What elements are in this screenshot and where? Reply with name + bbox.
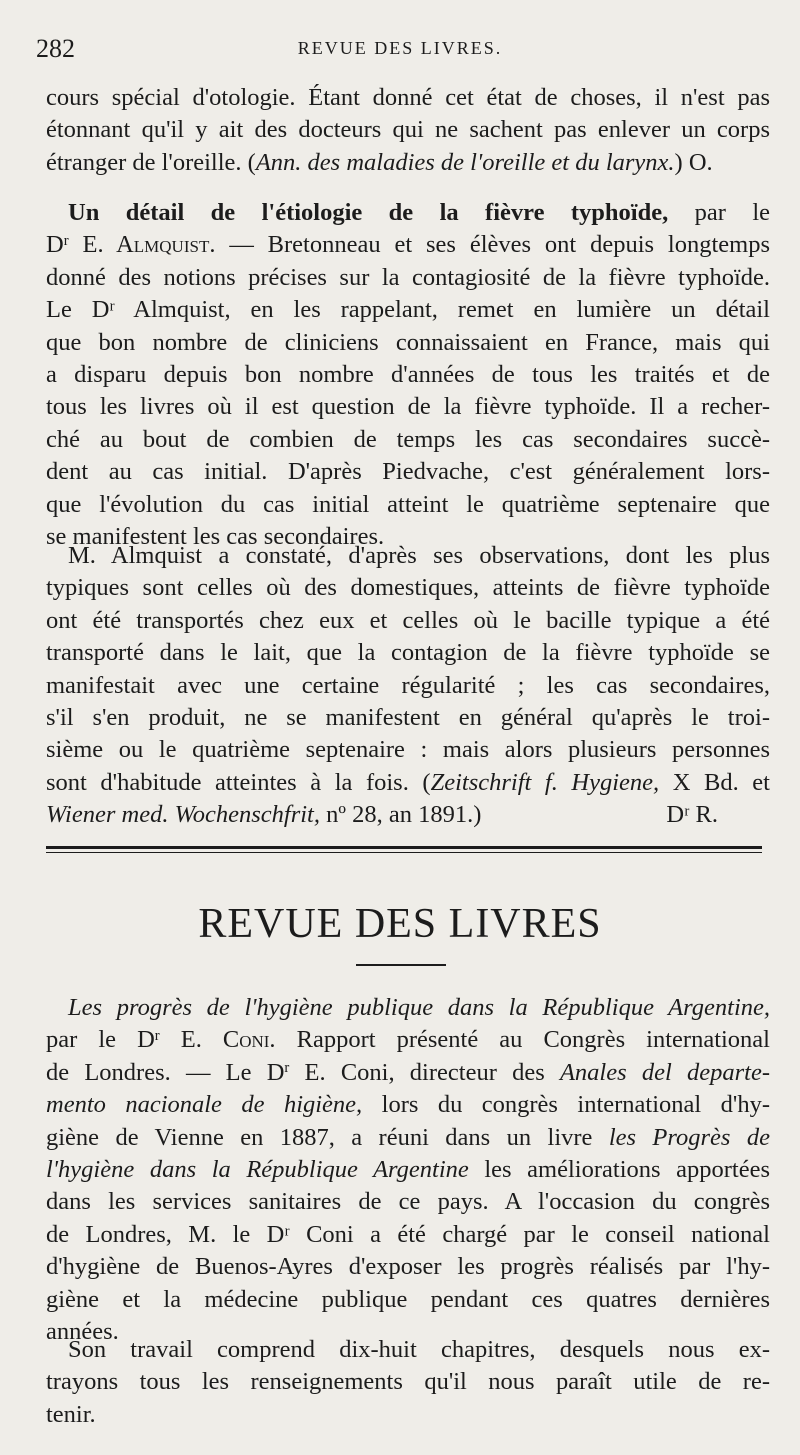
text-line: Wiener med. Wochenschfrit, nº 28, an 1891.) Dʳ R. bbox=[46, 799, 770, 831]
book-title-line bbox=[46, 992, 770, 1024]
text-line: dans les services sanitaires de ce pays. A l'occasion du congrès bbox=[46, 1188, 770, 1216]
text-line: l'hygiène dans la République Argentine les améliorations apportées bbox=[46, 1155, 770, 1183]
author-name: E. Coni. bbox=[159, 1026, 276, 1054]
text-line: M. Almquist a constaté, d'après ses observations, dont les plus bbox=[68, 542, 770, 569]
section-title: REVUE DES LIVRES bbox=[198, 901, 602, 947]
text-line: par le $D^r$ E. Coni. Rapport présenté au Congrès international bbox=[46, 1026, 770, 1054]
book-title: Les progrès de l'hygiène publique dans la République Argentine, bbox=[68, 994, 770, 1021]
section-divider bbox=[46, 846, 762, 849]
paragraph-summary bbox=[46, 1334, 770, 1431]
section-divider-thin bbox=[46, 852, 762, 853]
article-typhoid bbox=[46, 197, 770, 553]
paragraph-continuation bbox=[46, 82, 770, 179]
page-number: 282 bbox=[36, 34, 75, 63]
text-line: giène de Vienne en 1887, a réuni dans un livre les Progrès de bbox=[46, 1123, 770, 1151]
title-underline bbox=[356, 964, 446, 966]
text-line: sont d'habitude atteintes à la fois. (Zeitschrift f. Hygiene, X Bd. et bbox=[46, 768, 770, 796]
text-line: années. bbox=[46, 1317, 119, 1345]
text-line: s'il s'en produit, ne se manifestent en général qu'après le troi- bbox=[46, 703, 770, 731]
text-line: transporté dans le lait, que la contagion de la fièvre typhoïde se bbox=[46, 639, 770, 667]
text-line: donné des notions précises sur la contagiosité de la fièvre typhoïde. bbox=[46, 263, 770, 291]
text-line: tous les livres où il est question de la fièvre typhoïde. Il a recher- bbox=[46, 393, 770, 421]
text-line: sième ou le quatrième septenaire : mais alors plusieurs personnes bbox=[46, 736, 770, 764]
text-line: se manifestent les cas secondaires. bbox=[46, 522, 385, 550]
text-line: giène et la médecine publique pendant ces quatres dernières bbox=[46, 1285, 770, 1313]
author-name: E. Almquist. bbox=[68, 231, 216, 259]
text-line: Le Dʳ Almquist, en les rappelant, remet en lumière un détail bbox=[46, 296, 770, 324]
book-review-entry bbox=[46, 992, 770, 1348]
page-header bbox=[0, 34, 800, 68]
text-line: trayons tous les renseignements qu'il nous paraît utile de re- bbox=[46, 1368, 770, 1396]
paragraph-almquist bbox=[46, 540, 770, 832]
text-line: de Londres, M. le Dʳ Coni a été chargé par le conseil national bbox=[46, 1220, 770, 1248]
text-line: ont été transportés chez eux et celles où le bacille typique a été bbox=[46, 606, 770, 634]
text-line: étranger de l'oreille. (Ann. des maladies de l'oreille et du larynx.) O. bbox=[46, 148, 713, 176]
text-line: que bon nombre de cliniciens connaissaient en France, mais qui bbox=[46, 328, 770, 356]
signature: Dʳ R. bbox=[666, 801, 718, 829]
running-head: REVUE DES LIVRES. bbox=[297, 38, 503, 58]
text-line: Son travail comprend dix-huit chapitres, desquels nous ex- bbox=[68, 1336, 770, 1363]
text-line: étonnant qu'il y ait des docteurs qui ne sachent pas enlever un corps bbox=[46, 116, 770, 144]
text-line: ché au bout de combien de temps les cas secondaires succè- bbox=[46, 425, 770, 453]
text-line: $D^r$ E. Almquist. — Bretonneau et ses élèves ont depuis longtemps bbox=[46, 231, 770, 259]
text-line: mento nacionale de higiène, lors du congrès international d'hy- bbox=[46, 1091, 770, 1119]
text-line: cours spécial d'otologie. Étant donné cet état de choses, il n'est pas bbox=[46, 84, 770, 111]
article-title: Un détail de l'étiologie de la fièvre typhoïde, bbox=[68, 199, 669, 226]
text-line: typiques sont celles où des domestiques, atteints de fièvre typhoïde bbox=[46, 574, 770, 602]
text-line: manifestait avec une certaine régularité ; les cas secondaires, bbox=[46, 671, 770, 699]
text-line: que l'évolution du cas initial atteint le quatrième septenaire que bbox=[46, 490, 770, 518]
text-line: d'hygiène de Buenos-Ayres d'exposer les progrès réalisés par l'hy- bbox=[46, 1253, 770, 1281]
text-line: tenir. bbox=[46, 1400, 96, 1428]
text-line: de Londres. — Le $D^r$ E. Coni, directeur des Anales del departe- bbox=[46, 1058, 770, 1086]
text-line: a disparu depuis bon nombre d'années de tous les traités et de bbox=[46, 360, 770, 388]
article-heading-line: Un détail de l'étiologie de la fièvre typhoïde, par le bbox=[68, 199, 771, 226]
text-line: dent au cas initial. D'après Piedvache, c'est généralement lors- bbox=[46, 458, 770, 486]
